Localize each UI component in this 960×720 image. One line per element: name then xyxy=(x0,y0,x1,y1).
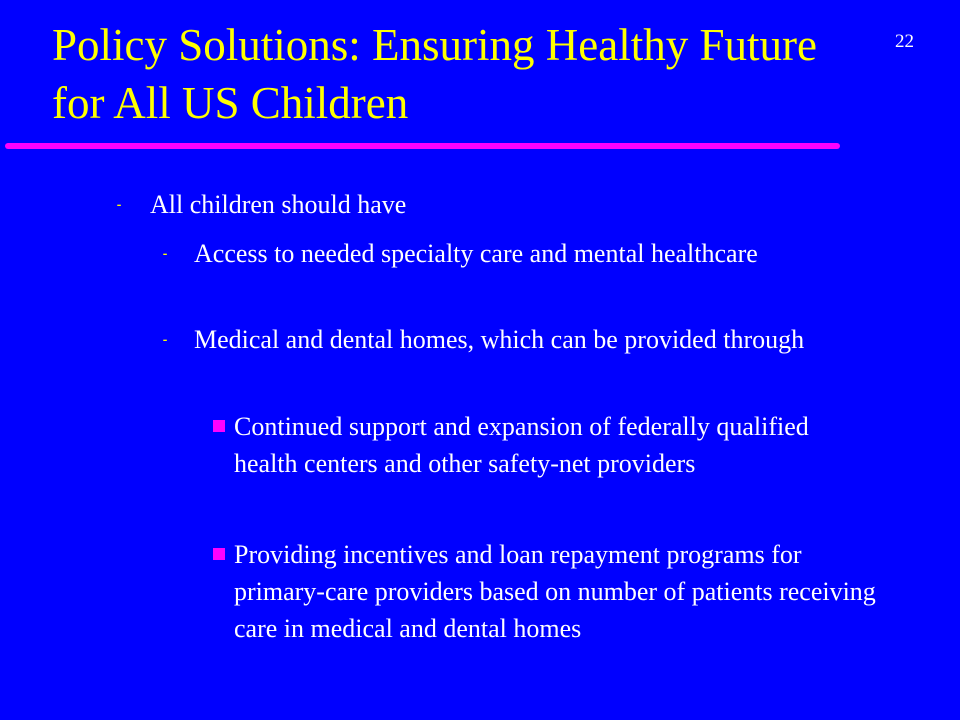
bullet-text: All children should have xyxy=(150,190,407,219)
dash-bullet-icon: ⁃ xyxy=(162,248,168,262)
bullet-text: Access to needed specialty care and mental healthcare xyxy=(194,239,758,268)
bullet-text: Providing incentives and loan repayment programs for primary-care providers based on number of patients receiving care in medical and dental homes xyxy=(234,540,876,643)
dash-bullet-icon: ⁃ xyxy=(162,334,168,348)
square-bullet-icon xyxy=(213,420,225,432)
square-bullet-icon xyxy=(213,548,225,560)
slide-number: 22 xyxy=(895,31,914,52)
dash-bullet-icon: ⁃ xyxy=(116,199,122,213)
title-underline xyxy=(5,143,840,149)
bullet-text: Medical and dental homes, which can be provided through xyxy=(194,325,805,354)
slide-title: Policy Solutions: Ensuring Healthy Future for All US Children xyxy=(52,20,817,128)
bullet-text: Continued support and expansion of federally qualified health centers and other safety-net providers xyxy=(234,412,809,478)
